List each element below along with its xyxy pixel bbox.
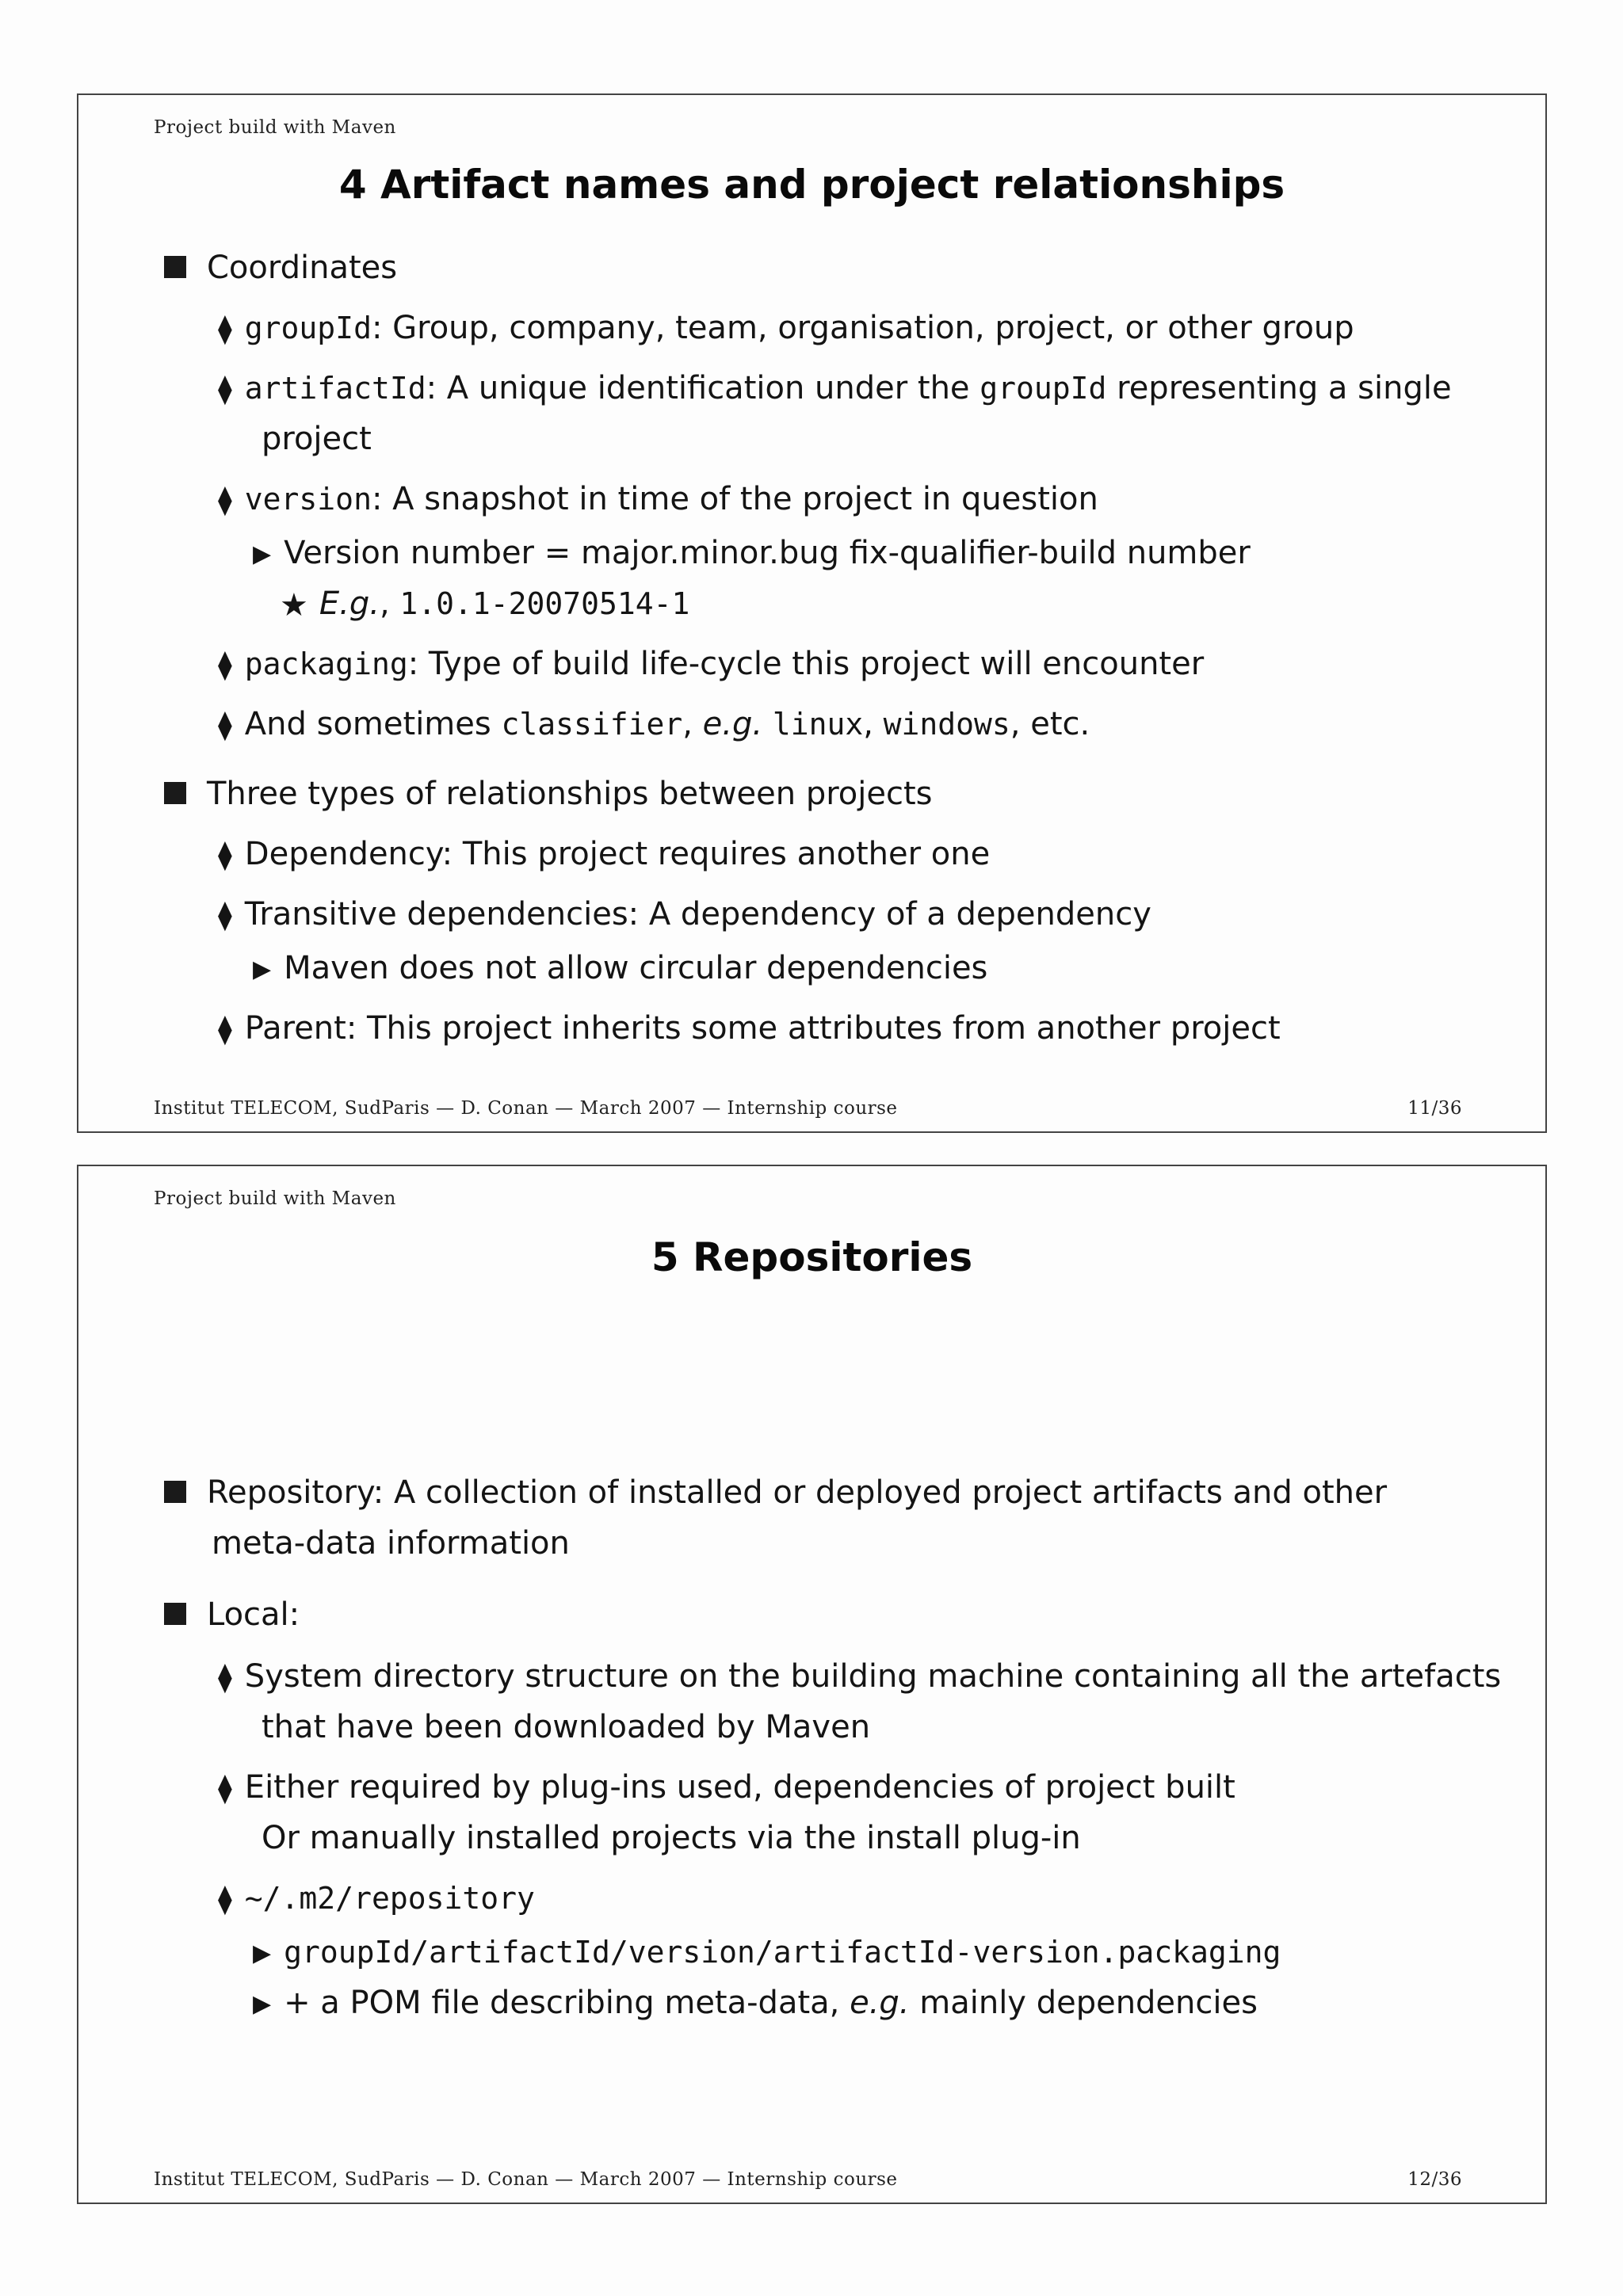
bullet-local xyxy=(164,1589,300,1640)
bullet-groupid xyxy=(218,303,1354,355)
bullet-text: Dependency: This project requires another one xyxy=(244,836,991,872)
bullet-version xyxy=(218,474,1098,526)
bullet-text: Parent: This project inherits some attributes from another project xyxy=(244,1010,1281,1047)
diamond-bullet-icon: ⧫ xyxy=(218,1883,232,1916)
square-bullet-icon xyxy=(164,782,186,804)
bullet-text: System directory structure on the building machine containing all the artefacts xyxy=(244,1658,1502,1695)
diamond-bullet-icon: ⧫ xyxy=(218,649,232,681)
bullet-text: Maven does not allow circular dependencies xyxy=(284,950,988,986)
diamond-bullet-icon: ⧫ xyxy=(218,484,232,517)
slide-header: Project build with Maven xyxy=(154,117,396,138)
code-classifier: classifier xyxy=(501,707,683,742)
bullet-m2-repository xyxy=(218,1873,535,1925)
bullet-coordinates xyxy=(164,242,397,293)
bullet-version-number xyxy=(253,528,1251,580)
bullet-classifier xyxy=(218,699,1090,751)
bullet-text: Version number = major.minor.bug fix-qualifier-build number xyxy=(284,535,1251,571)
square-bullet-icon xyxy=(164,256,186,278)
bullet-text: Either required by plug-ins used, dependencies of project built xyxy=(244,1769,1235,1806)
code-linux: linux xyxy=(772,707,864,742)
square-bullet-icon xyxy=(164,1603,186,1625)
diamond-bullet-icon: ⧫ xyxy=(218,1772,232,1805)
bullet-text: : A snapshot in time of the project in question xyxy=(371,481,1098,517)
slide-12 xyxy=(77,1165,1547,2204)
bullet-text-tail: representing a single xyxy=(1106,370,1452,406)
diamond-bullet-icon: ⧫ xyxy=(218,313,232,345)
bullet-text: : Type of build life-cycle this project will encounter xyxy=(407,646,1205,682)
code-windows: windows xyxy=(883,707,1010,742)
code-path-pattern: groupId/artifactId/version/artifactId-version.packaging xyxy=(284,1935,1281,1970)
bullet-repository xyxy=(164,1467,1387,1518)
bullet-text: + a POM file describing meta-data, xyxy=(284,1985,850,2021)
separator: , xyxy=(682,706,703,742)
separator: , xyxy=(863,706,884,742)
code-m2-path: ~/.m2/repository xyxy=(244,1881,535,1916)
bullet-text-tail: mainly dependencies xyxy=(909,1985,1258,2021)
bullet-example-version xyxy=(280,578,689,631)
triangle-bullet-icon: ▶ xyxy=(253,1990,272,2018)
code-packaging: packaging xyxy=(244,646,408,681)
code-version: version xyxy=(244,482,372,517)
footer-credits: Institut TELECOM, SudParis — D. Conan — March 2007 — Internship course xyxy=(154,1098,898,1119)
bullet-pom-file xyxy=(253,1978,1258,2030)
bullet-text: Transitive dependencies: A dependency of a dependency xyxy=(244,896,1151,933)
eg-label: e.g. xyxy=(702,706,763,742)
star-bullet-icon: ★ xyxy=(280,587,308,624)
eg-label: e.g. xyxy=(850,1985,910,2021)
bullet-system-continuation: that have been downloaded by Maven xyxy=(262,1709,871,1745)
bullet-circular xyxy=(253,943,987,995)
diamond-bullet-icon: ⧫ xyxy=(218,1661,232,1694)
bullet-text: Three types of relationships between projects xyxy=(207,776,933,812)
bullet-system-directory xyxy=(218,1651,1501,1703)
code-groupid-inline: groupId xyxy=(980,371,1107,406)
diamond-bullet-icon: ⧫ xyxy=(218,839,232,871)
slide-title: 4 Artifact names and project relationships xyxy=(338,162,1285,208)
code-groupid: groupId xyxy=(244,311,372,345)
triangle-bullet-icon: ▶ xyxy=(253,540,272,568)
bullet-repository-continuation: meta-data information xyxy=(212,1525,570,1562)
bullet-text: : A unique identification under the xyxy=(426,370,980,406)
bullet-packaging xyxy=(218,639,1204,691)
bullet-path-pattern xyxy=(253,1927,1281,1979)
slide-header: Project build with Maven xyxy=(154,1188,396,1209)
code-artifactid: artifactId xyxy=(244,371,426,406)
triangle-bullet-icon: ▶ xyxy=(253,1939,272,1967)
code-example-version: 1.0.1-20070514-1 xyxy=(399,586,690,621)
bullet-artifactid-continuation: project xyxy=(262,421,372,457)
separator xyxy=(762,706,773,742)
diamond-bullet-icon: ⧫ xyxy=(218,709,232,742)
bullet-dependency xyxy=(218,829,990,881)
bullet-text-tail: , etc. xyxy=(1010,706,1090,742)
slide-11 xyxy=(77,93,1547,1133)
bullet-text: And sometimes xyxy=(244,706,502,742)
bullet-transitive xyxy=(218,889,1151,941)
diamond-bullet-icon: ⧫ xyxy=(218,1013,232,1046)
bullet-text: : Group, company, team, organisation, project, or other group xyxy=(371,310,1354,346)
diamond-bullet-icon: ⧫ xyxy=(218,373,232,406)
slide-footer xyxy=(154,1098,1462,1119)
slide-footer xyxy=(154,2169,1462,2190)
bullet-artifactid xyxy=(218,363,1452,415)
bullet-either-required xyxy=(218,1762,1235,1814)
bullet-text: Repository: A collection of installed or deployed project artifacts and other xyxy=(207,1474,1388,1511)
bullet-three-types xyxy=(164,769,933,819)
bullet-text: Coordinates xyxy=(207,250,398,286)
eg-label: E.g. xyxy=(319,585,380,622)
footer-credits: Institut TELECOM, SudParis — D. Conan — March 2007 — Internship course xyxy=(154,2169,898,2190)
page-number: 12/36 xyxy=(1407,2169,1462,2190)
diamond-bullet-icon: ⧫ xyxy=(218,899,232,932)
triangle-bullet-icon: ▶ xyxy=(253,955,272,983)
separator: , xyxy=(379,585,400,622)
square-bullet-icon xyxy=(164,1481,186,1503)
bullet-text: Local: xyxy=(207,1596,300,1633)
bullet-either-continuation: Or manually installed projects via the install plug-in xyxy=(262,1820,1081,1856)
slide-title: 5 Repositories xyxy=(651,1234,973,1280)
bullet-parent xyxy=(218,1003,1281,1055)
page-number: 11/36 xyxy=(1407,1098,1462,1119)
